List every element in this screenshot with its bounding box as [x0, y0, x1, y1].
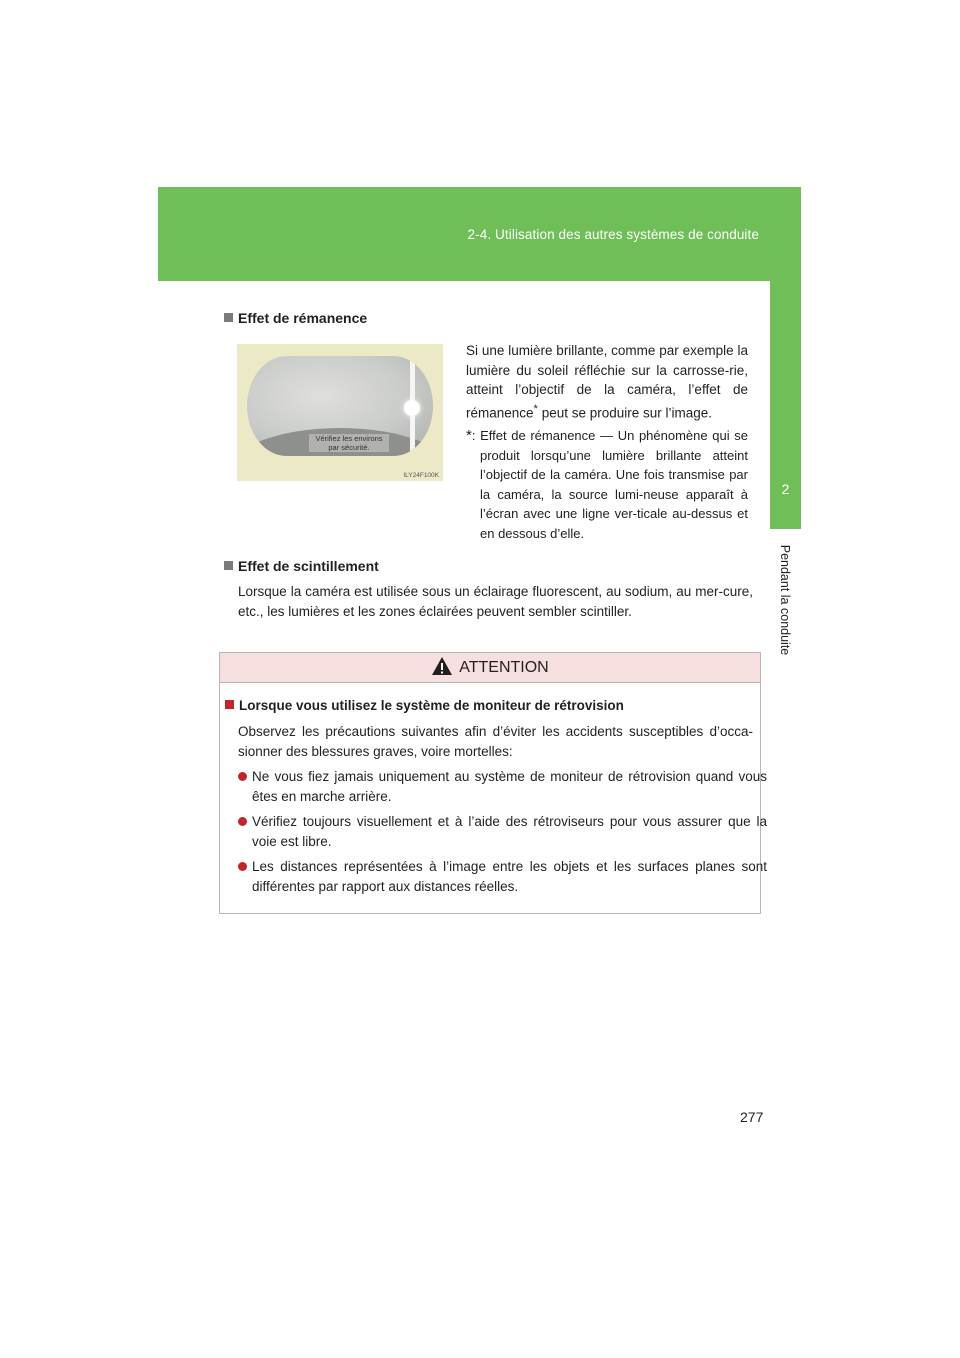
- warning-triangle-icon: [431, 656, 453, 676]
- attention-subheading: Lorsque vous utilisez le système de moniteur de rétrovision: [225, 698, 624, 713]
- attention-header: ATTENTION: [220, 653, 760, 683]
- scintillement-paragraph: Lorsque la caméra est utilisée sous un éclairage fluorescent, au sodium, au mer-cure, etc., les lumières et les zones éclairées peuvent sembler scintiller.: [238, 584, 753, 619]
- heading-scintillement: Effet de scintillement: [224, 558, 379, 574]
- remanence-figure: [237, 344, 443, 481]
- bright-light-spot: [404, 400, 420, 416]
- chapter-tab: [770, 281, 801, 529]
- section-title: 2-4. Utilisation des autres systèmes de conduite: [467, 227, 759, 242]
- heading-remanence: Effet de rémanence: [224, 310, 367, 326]
- figure-code: ILY24F100K: [403, 472, 439, 479]
- round-bullet-icon: [238, 817, 247, 826]
- square-bullet-icon: [224, 313, 233, 322]
- attention-item: Les distances représentées à l’image entre les objets et les surfaces planes sont différentes par rapport aux distances réelles.: [238, 857, 767, 896]
- attention-intro: Observez les précautions suivantes afin d’éviter les accidents susceptibles d’occa-sionner des blessures graves, voire mortelles:: [238, 724, 753, 759]
- attention-item: Vérifiez toujours visuellement et à l’aide des rétroviseurs pour vous assurer que la voie est libre.: [238, 812, 767, 851]
- round-bullet-icon: [238, 862, 247, 871]
- screen-warning-text: Vérifiez les environs par sécurité.: [309, 434, 389, 452]
- attention-box: [219, 652, 767, 914]
- camera-screen-image: [247, 356, 433, 456]
- remanence-footnote: *: Effet de rémanence — Un phénomène qui se produit lorsqu’une lumière brillante atteint l’objectif de la caméra. Une fois transmise par la caméra, la source lumi-neuse apparaît à l’écran avec une ligne ver-ticale au-dessus et en dessous d’elle.: [466, 427, 748, 541]
- round-bullet-icon: [238, 772, 247, 781]
- attention-item: Ne vous fiez jamais uniquement au système de moniteur de rétrovision quand vous êtes en marche arrière.: [238, 767, 767, 806]
- page-number: 277: [740, 1109, 764, 1125]
- asterisk-mark: *: [533, 402, 538, 415]
- square-bullet-icon: [224, 561, 233, 570]
- header-band: [158, 187, 801, 281]
- square-bullet-icon: [225, 700, 234, 709]
- chapter-number: 2: [781, 481, 790, 497]
- footnote-mark: *: [466, 427, 472, 444]
- remanence-paragraph: Si une lumière brillante, comme par exemple la lumière du soleil réfléchie sur la carrosse-rie, atteint l’objectif de la caméra, l’effet de rémanence* peut se produire sur l’image.: [466, 343, 748, 420]
- chapter-label: Pendant la conduite: [778, 544, 792, 656]
